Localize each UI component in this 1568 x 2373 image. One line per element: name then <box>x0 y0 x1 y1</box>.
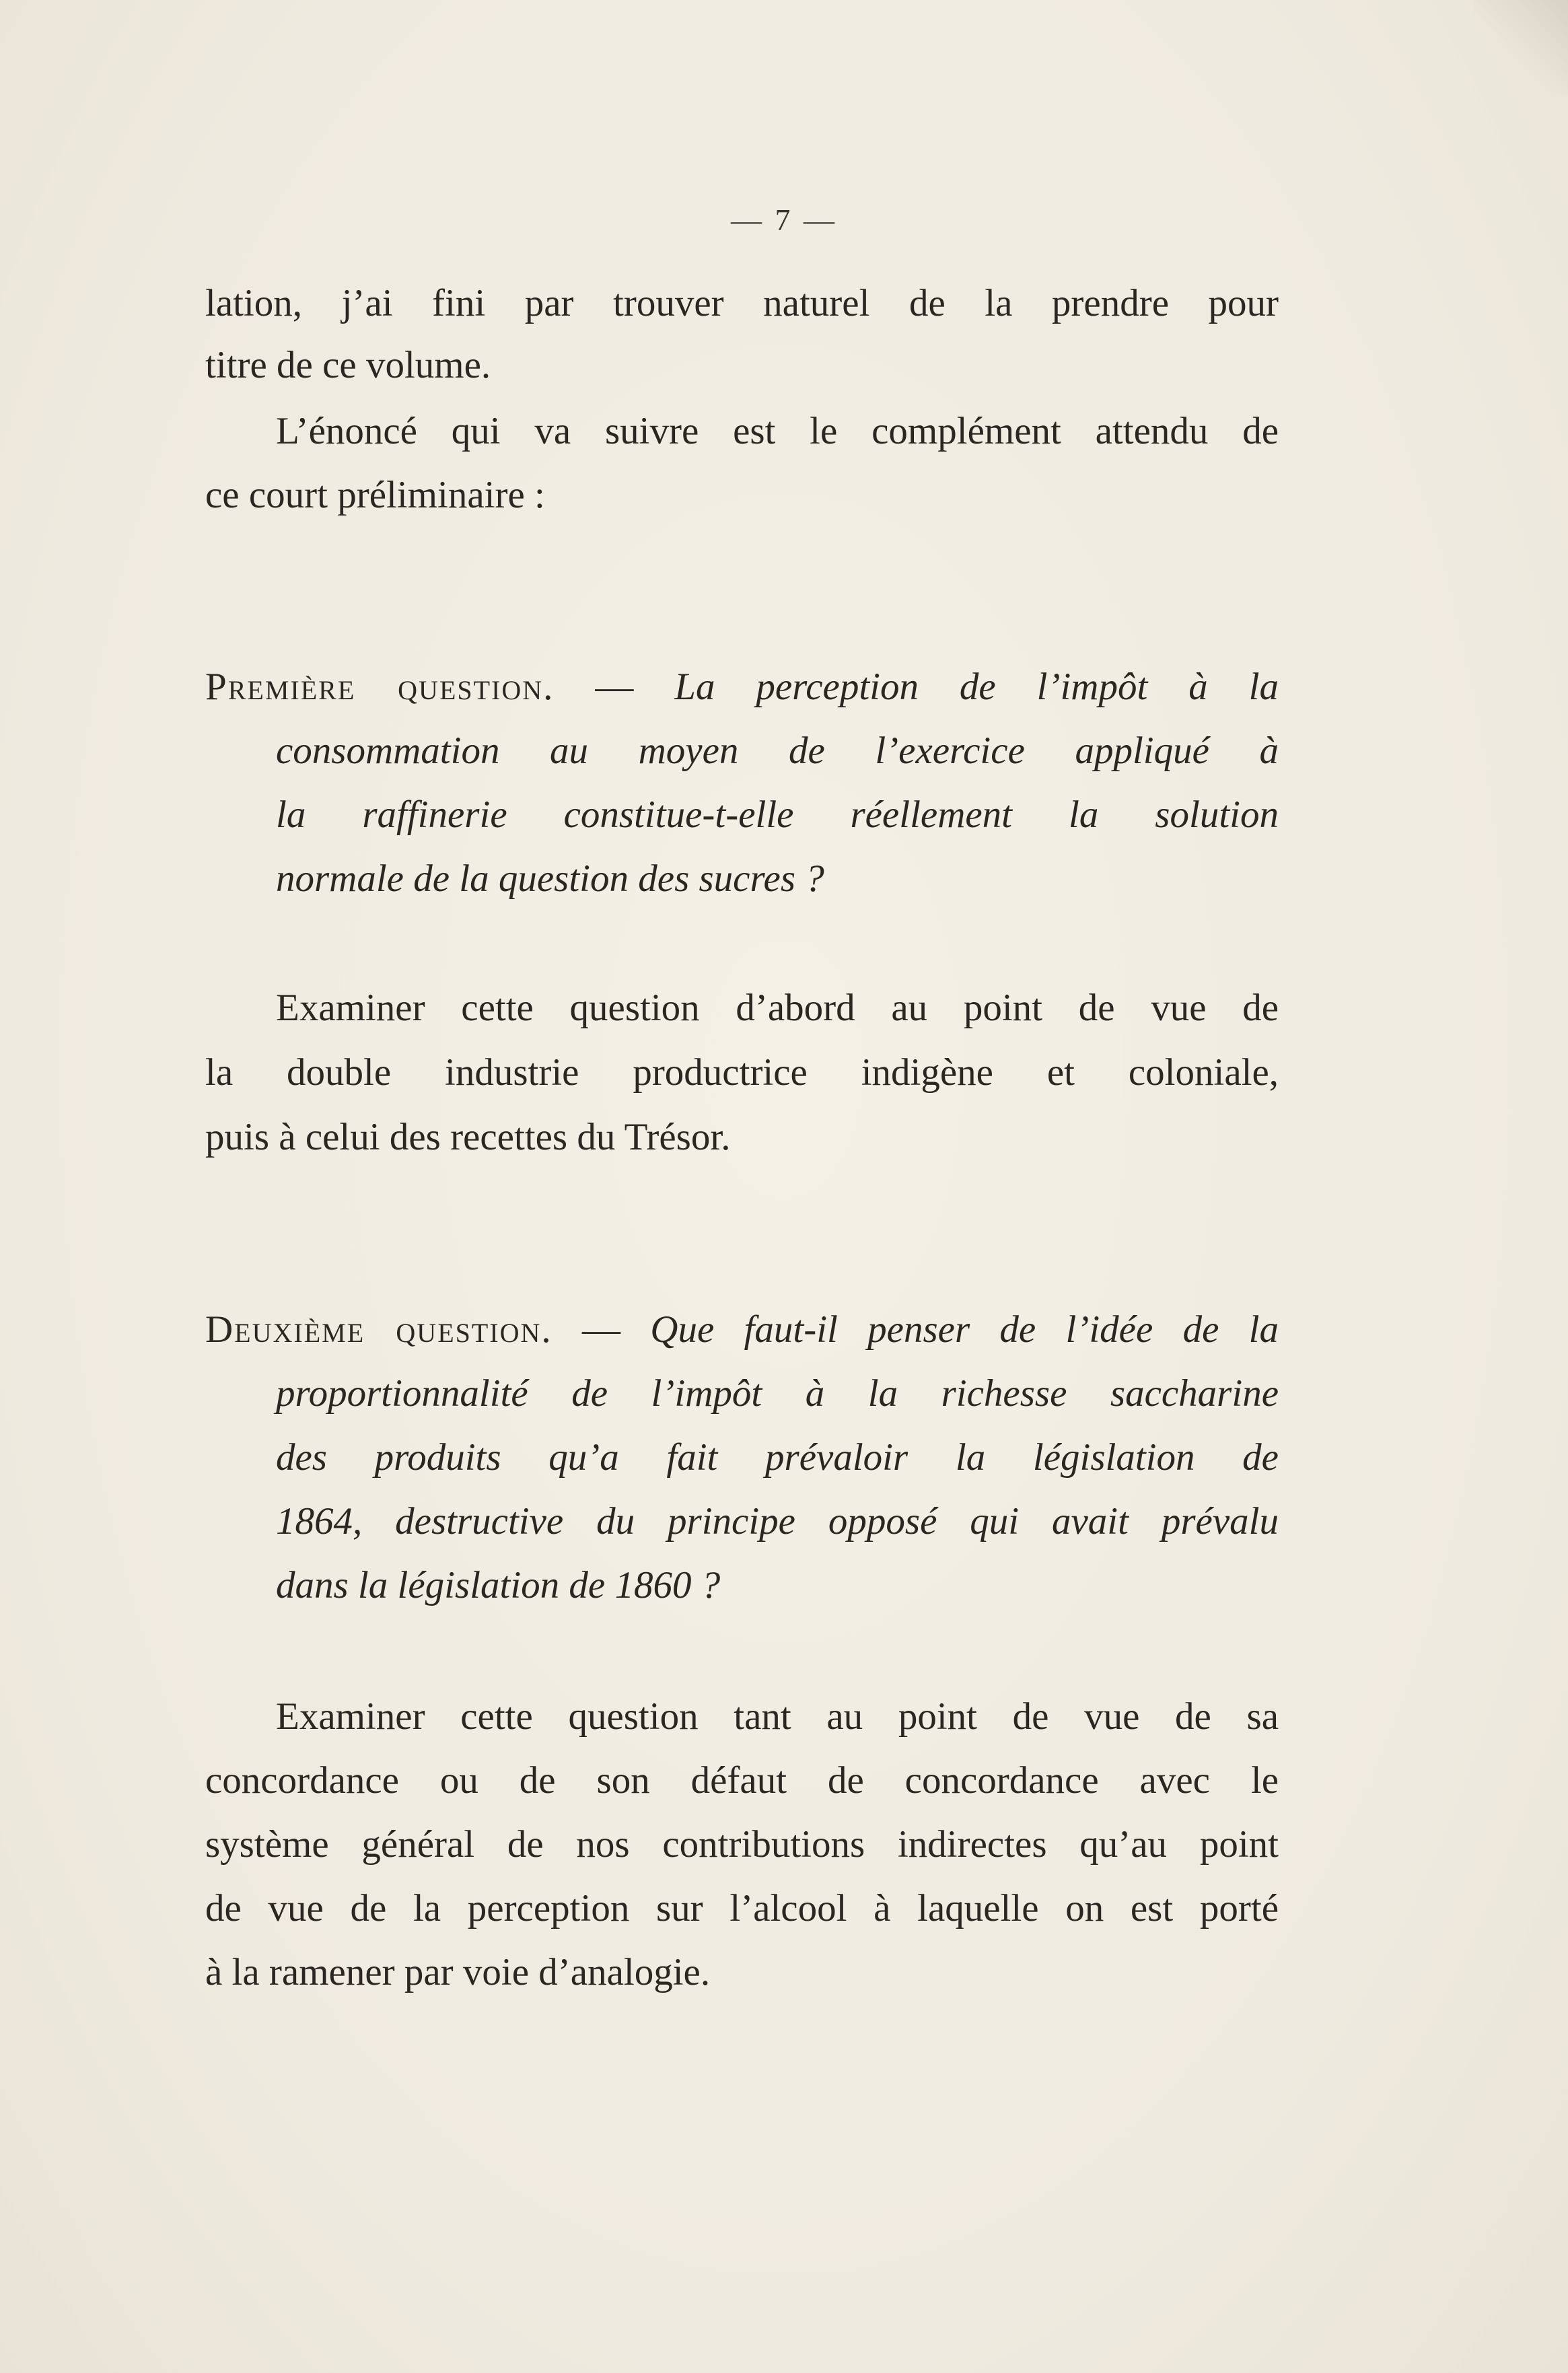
question-1-dash: — <box>595 666 634 708</box>
p1-line-1: lation, j’ai fini par trouver naturel de la prendre pour <box>205 282 1279 324</box>
page-number: — 7 — <box>731 203 837 237</box>
question-1-text-4: normale de la question des sucres ? <box>276 857 824 900</box>
question-1-text-3: la raffinerie constitue-t-elle réellement la solution <box>276 793 1279 836</box>
question-2-first-line <box>205 1299 1279 1361</box>
question-2-label: Deuxième question. <box>205 1308 553 1351</box>
p4-line-5: à la ramener par voie d’analogie. <box>205 1951 711 1993</box>
p1-line-2: titre de ce volume. <box>205 344 491 386</box>
question-1-label: Première question. <box>205 666 555 708</box>
question-2-text-1: Que faut-il penser de l’idée de la <box>650 1308 1279 1351</box>
p4-line-2: concordance ou de son défaut de concordance avec le <box>205 1759 1279 1802</box>
p3-line-1: Examiner cette question d’abord au point de vue de <box>276 987 1279 1029</box>
page-corner-shadow <box>1474 0 1568 94</box>
question-2-dash: — <box>581 1308 620 1351</box>
p3-line-3: puis à celui des recettes du Trésor. <box>205 1116 731 1158</box>
question-2-text-5: dans la législation de 1860 ? <box>276 1564 721 1606</box>
p2-line-2: ce court préliminaire : <box>205 474 545 516</box>
p2-line-1: L’énoncé qui va suivre est le complément attendu de <box>276 410 1279 452</box>
p4-line-1: Examiner cette question tant au point de vue de sa <box>276 1695 1279 1738</box>
question-2-text-3: des produits qu’a fait prévaloir la législation de <box>276 1436 1279 1479</box>
question-1-text-2: consommation au moyen de l’exercice appliqué à <box>276 730 1279 772</box>
question-2-text-2: proportionnalité de l’impôt à la richesse saccharine <box>276 1372 1279 1415</box>
p4-line-4: de vue de la perception sur l’alcool à laquelle on est porté <box>205 1887 1279 1929</box>
question-1-first-line <box>205 656 1279 718</box>
p3-line-2: la double industrie productrice indigène et coloniale, <box>205 1051 1279 1094</box>
question-2-text-4: 1864, destructive du principe opposé qui avait prévalu <box>276 1500 1279 1543</box>
p4-line-3: système général de nos contributions indirectes qu’au point <box>205 1823 1279 1866</box>
question-1-text-1: La perception de l’impôt à la <box>674 666 1279 708</box>
